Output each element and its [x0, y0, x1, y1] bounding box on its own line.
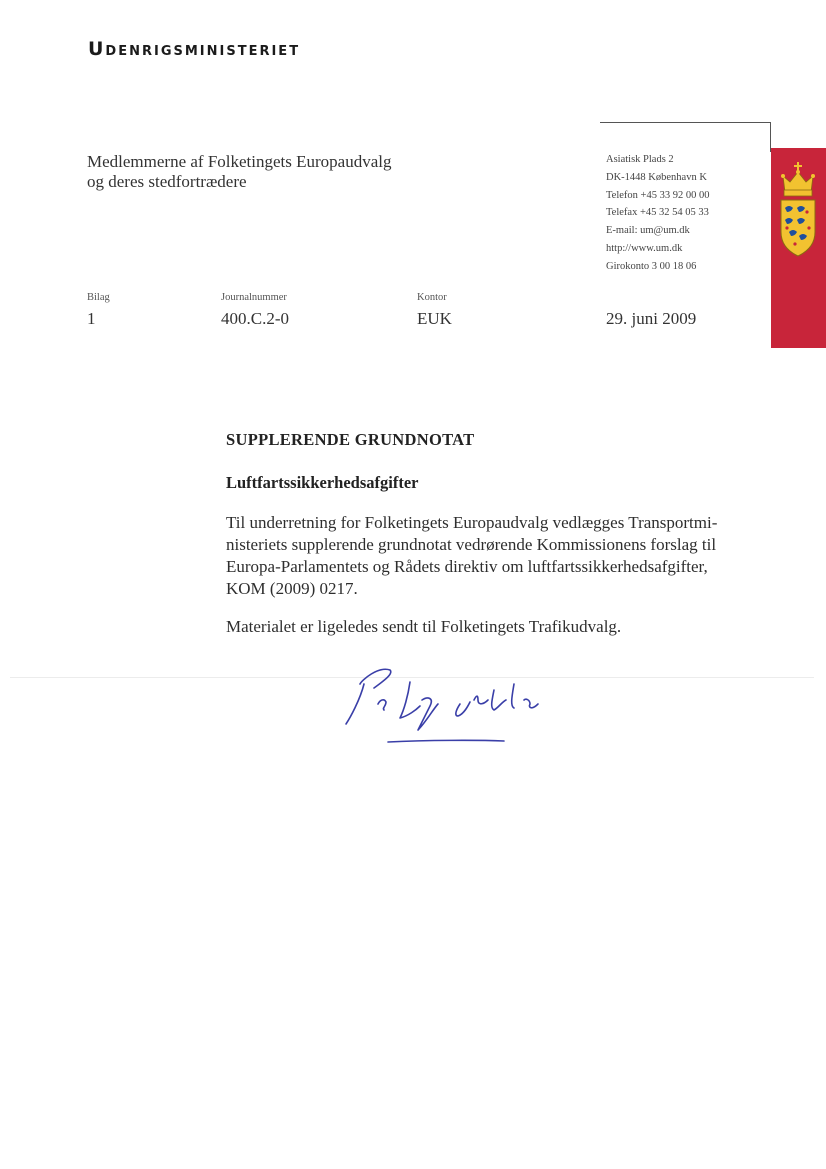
coat-of-arms-band [771, 148, 826, 348]
recipient-block [87, 152, 392, 192]
crown-icon [781, 162, 815, 196]
document-subtitle: Luftfartssikkerhedsafgifter [226, 473, 419, 492]
document-date: 29. juni 2009 [606, 309, 697, 328]
journal-label: Journalnummer [221, 292, 287, 303]
address-postal: DK-1448 København K [606, 171, 707, 183]
shield-icon [781, 200, 815, 256]
ministry-name: Udenrigsministeriet [88, 38, 301, 60]
address-street: Asiatisk Plads 2 [606, 154, 674, 165]
recipient-line-2: og deres stedfortrædere [87, 172, 247, 191]
address-rule [600, 122, 771, 123]
address-phone: Telefon +45 33 92 00 00 [606, 189, 710, 201]
paragraph-line: KOM (2009) 0217. [226, 579, 358, 598]
sender-address [606, 151, 709, 276]
recipient-line-1: Medlemmerne af Folketingets Europaudvalg [87, 152, 392, 171]
body-paragraph-2: Materialet er ligeledes sendt til Folketingets Trafikudvalg. [226, 617, 622, 636]
address-fax: Telefax +45 32 54 05 33 [606, 207, 709, 219]
kontor-label: Kontor [417, 292, 447, 303]
bilag-value: 1 [87, 309, 96, 328]
address-web: http://www.um.dk [606, 242, 683, 254]
paragraph-line: Til underretning for Folketingets Europaudvalg vedlægges Transportmi- [226, 513, 718, 532]
address-giro: Girokonto 3 00 18 06 [606, 260, 697, 272]
coat-of-arms-icon [771, 148, 826, 348]
document-title: SUPPLERENDE GRUNDNOTAT [226, 430, 475, 449]
address-email: E-mail: um@um.dk [606, 225, 690, 237]
journal-value: 400.C.2-0 [221, 309, 289, 328]
kontor-value: EUK [417, 309, 452, 328]
paragraph-line: nisteriets supplerende grundnotat vedrørende Kommissionens forslag til [226, 535, 717, 554]
signature-icon [338, 660, 558, 750]
paragraph-line: Europa-Parlamentets og Rådets direktiv om luftfartssikkerhedsafgifter, [226, 557, 708, 576]
body-paragraph-1 [226, 512, 756, 600]
bilag-label: Bilag [87, 292, 110, 303]
